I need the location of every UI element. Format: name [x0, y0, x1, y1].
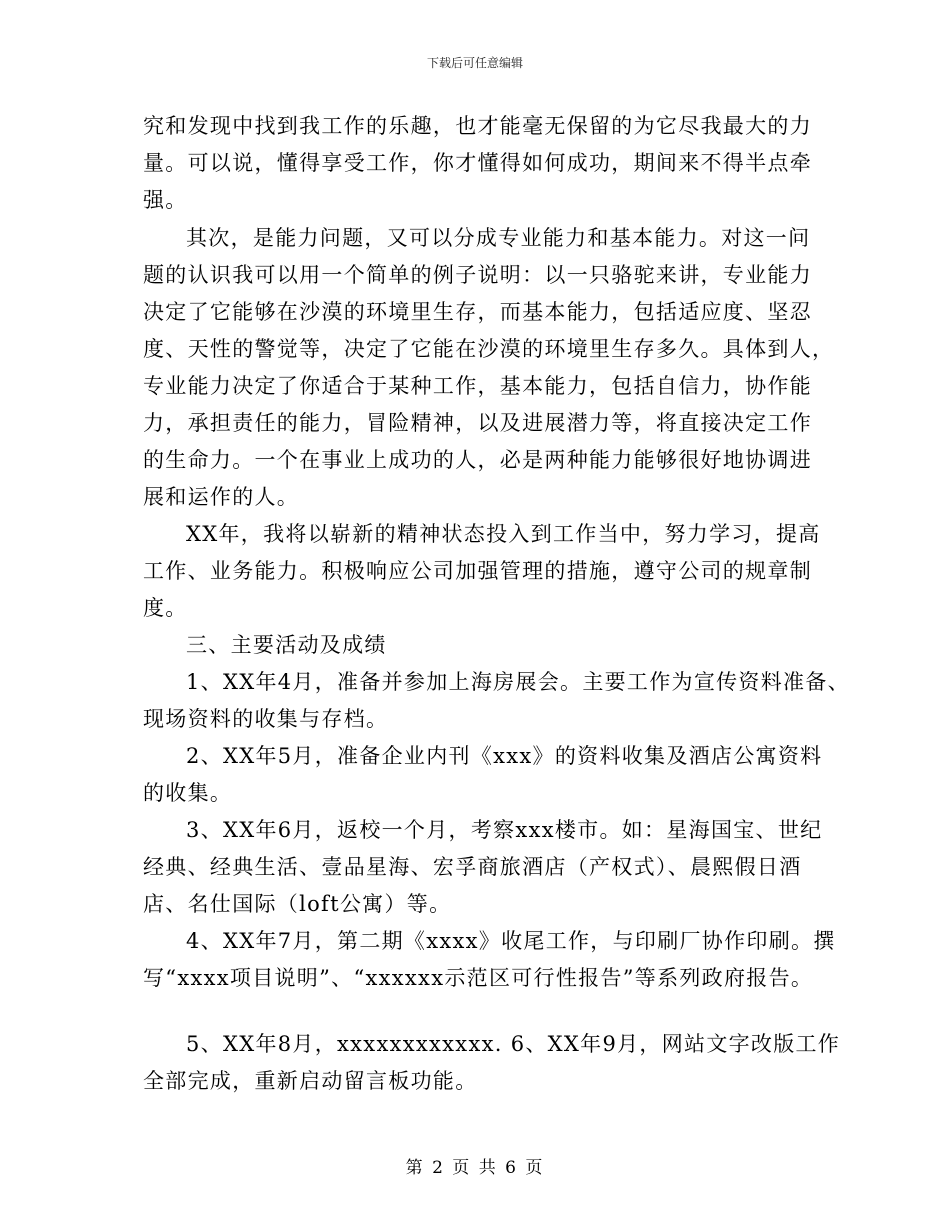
- body-line: 现场资料的收集与存档。: [143, 707, 389, 731]
- body-line: 店、名仕国际（loft公寓）等。: [143, 892, 452, 916]
- page-header: 下载后可任意编辑: [426, 56, 523, 70]
- body-line: 究和发现中找到我工作的乐趣，也才能毫无保留的为它尽我最大的力: [143, 114, 812, 138]
- body-line: 全部完成，重新启动留言板功能。: [143, 1069, 478, 1093]
- body-line: 工作、业务能力。积极响应公司加强管理的措施，遵守公司的规章制: [143, 559, 812, 583]
- body-line: 度、天性的警觉等，决定了它能在沙漠的环境里生存多久。具体到人，: [143, 337, 835, 361]
- section-heading: 三、主要活动及成绩: [186, 633, 387, 657]
- list-item-line: 2、XX年5月，准备企业内刊《xxx》的资料收集及酒店公寓资料: [186, 744, 823, 768]
- body-line: 力，承担责任的能力，冒险精神，以及进展潜力等，将直接决定工作: [143, 411, 812, 435]
- body-line: 量。可以说，懂得享受工作，你才懂得如何成功，期间来不得半点牵: [143, 151, 812, 175]
- body-line: 的生命力。一个在事业上成功的人，必是两种能力能够很好地协调进: [143, 448, 812, 472]
- body-line: 强。: [143, 188, 188, 212]
- body-line: 展和运作的人。: [143, 485, 300, 509]
- body-line: 写“xxxx项目说明”、“xxxxxx示范区可行性报告”等系列政府报告。: [143, 966, 814, 990]
- body-line: 度。: [143, 596, 188, 620]
- list-item-line: 3、XX年6月，返校一个月，考察xxx楼市。如：星海国宝、世纪: [186, 818, 823, 842]
- body-line: 决定了它能够在沙漠的环境里生存，而基本能力，包括适应度、坚忍: [143, 300, 812, 324]
- paragraph-first-line: XX年，我将以崭新的精神状态投入到工作当中，努力学习，提高: [186, 522, 821, 546]
- list-item-line: 4、XX年7月，第二期《xxxx》收尾工作，与印刷厂协作印刷。撰: [186, 929, 836, 953]
- body-line: 专业能力决定了你适合于某种工作，基本能力，包括自信力，协作能: [143, 374, 812, 398]
- paragraph-first-line: 其次，是能力问题，又可以分成专业能力和基本能力。对这一问: [186, 226, 811, 250]
- body-line: 经典、经典生活、壹品星海、宏孚商旅酒店（产权式）、晨熙假日酒: [143, 855, 802, 879]
- list-item-line: 1、XX年4月，准备并参加上海房展会。主要工作为宣传资料准备、: [186, 670, 850, 694]
- body-line: 题的认识我可以用一个简单的例子说明：以一只骆驼来讲，专业能力: [143, 263, 812, 287]
- body-line: 的收集。: [143, 781, 233, 805]
- list-item-line: 5、XX年8月，xxxxxxxxxxxx. 6、XX年9月，网站文字改版工作: [186, 1032, 841, 1056]
- page-footer: 第 2 页 共 6 页: [405, 1158, 545, 1178]
